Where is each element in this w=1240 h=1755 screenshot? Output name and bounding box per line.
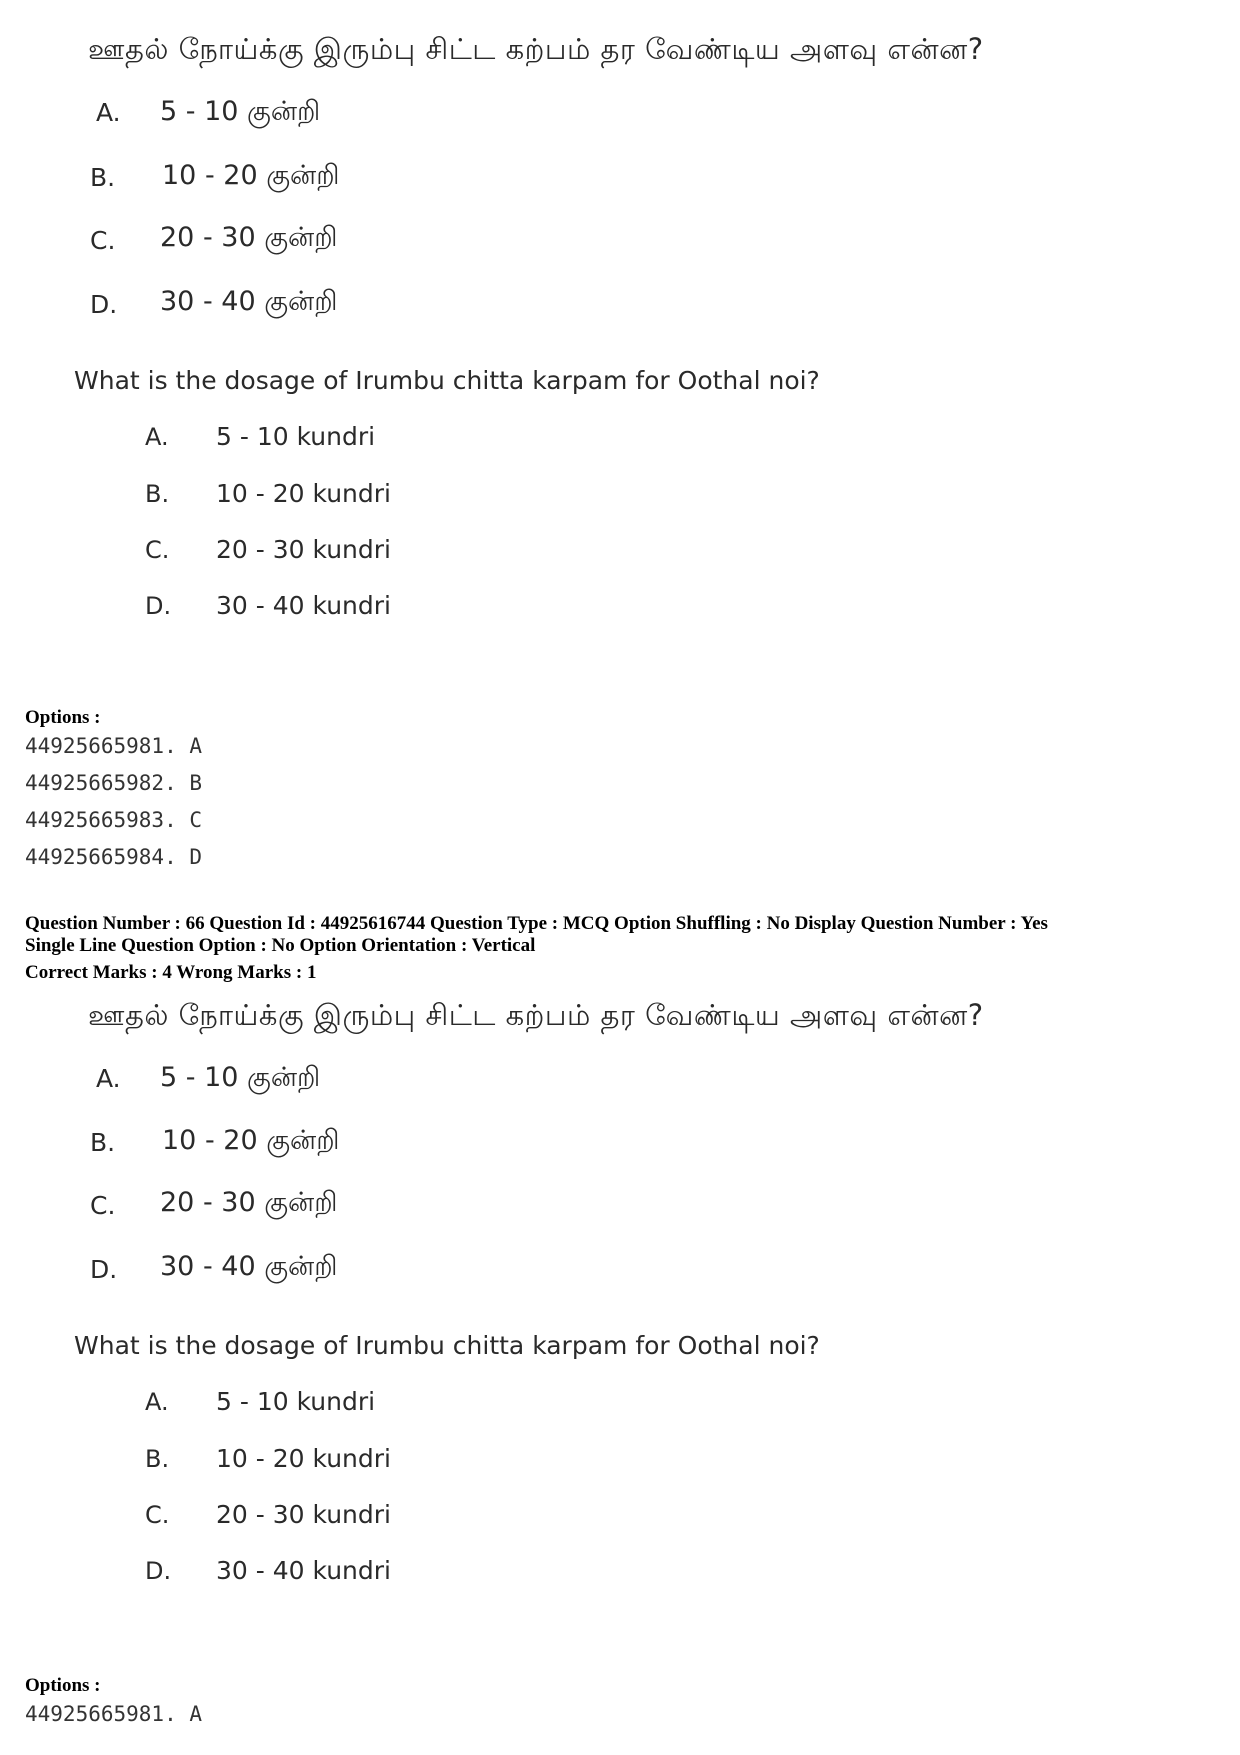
english-option-text-b: 10 - 20 kundri [216, 1444, 391, 1473]
question-meta-line-3: Correct Marks : 4 Wrong Marks : 1 [25, 962, 317, 983]
english-option-letter-a: A. [145, 1388, 169, 1416]
english-option-text-c: 20 - 30 kundri [216, 1500, 391, 1529]
tamil-option-letter-d: D. [90, 290, 118, 319]
option-code-list [25, 728, 202, 876]
tamil-option-text-b: 10 - 20 குன்றி [162, 160, 340, 191]
option-code-list [25, 1696, 202, 1733]
english-question: What is the dosage of Irumbu chitta karpam for Oothal noi? [74, 1331, 820, 1360]
tamil-question: ஊதல் நோய்க்கு இரும்பு சிட்ட கற்பம் தர வேண்டிய அளவு என்ன? [88, 998, 984, 1032]
english-option-text-d: 30 - 40 kundri [216, 1556, 391, 1585]
option-code: 44925665984. D [25, 845, 203, 869]
tamil-option-text-a: 5 - 10 குன்றி [160, 1062, 321, 1093]
english-option-letter-c: C. [145, 1501, 170, 1529]
tamil-option-letter-a: A. [96, 1064, 121, 1093]
english-option-letter-b: B. [145, 1445, 170, 1473]
tamil-option-text-c: 20 - 30 குன்றி [160, 222, 338, 253]
tamil-option-letter-d: D. [90, 1255, 118, 1284]
tamil-option-letter-b: B. [90, 1128, 116, 1157]
option-code: 44925665982. B [25, 771, 203, 795]
tamil-option-text-b: 10 - 20 குன்றி [162, 1125, 340, 1156]
question-meta-line-2: Single Line Question Option : No Option Orientation : Vertical [25, 935, 536, 956]
tamil-option-text-c: 20 - 30 குன்றி [160, 1187, 338, 1218]
tamil-option-letter-c: C. [90, 226, 116, 255]
english-option-text-a: 5 - 10 kundri [216, 422, 376, 451]
option-code: 44925665981. A [25, 734, 203, 758]
english-question: What is the dosage of Irumbu chitta karpam for Oothal noi? [74, 366, 820, 395]
question-meta-line-1: Question Number : 66 Question Id : 44925616744 Question Type : MCQ Option Shuffling : No Display Question Number : Yes [25, 913, 1048, 934]
options-label: Options : [25, 1675, 101, 1696]
english-option-letter-c: C. [145, 536, 170, 564]
option-code: 44925665981. A [25, 1702, 203, 1726]
english-option-letter-d: D. [145, 1557, 172, 1585]
option-code: 44925665983. C [25, 808, 203, 832]
tamil-option-letter-a: A. [96, 98, 121, 127]
english-option-letter-b: B. [145, 480, 170, 508]
english-option-text-c: 20 - 30 kundri [216, 535, 391, 564]
tamil-option-text-d: 30 - 40 குன்றி [160, 286, 338, 317]
tamil-option-letter-b: B. [90, 163, 116, 192]
tamil-option-text-a: 5 - 10 குன்றி [160, 96, 321, 127]
tamil-option-letter-c: C. [90, 1191, 116, 1220]
english-option-text-a: 5 - 10 kundri [216, 1387, 376, 1416]
english-option-letter-a: A. [145, 423, 169, 451]
english-option-text-b: 10 - 20 kundri [216, 479, 391, 508]
english-option-letter-d: D. [145, 592, 172, 620]
options-label: Options : [25, 707, 101, 728]
tamil-question: ஊதல் நோய்க்கு இரும்பு சிட்ட கற்பம் தர வேண்டிய அளவு என்ன? [88, 32, 984, 66]
english-option-text-d: 30 - 40 kundri [216, 591, 391, 620]
tamil-option-text-d: 30 - 40 குன்றி [160, 1251, 338, 1282]
